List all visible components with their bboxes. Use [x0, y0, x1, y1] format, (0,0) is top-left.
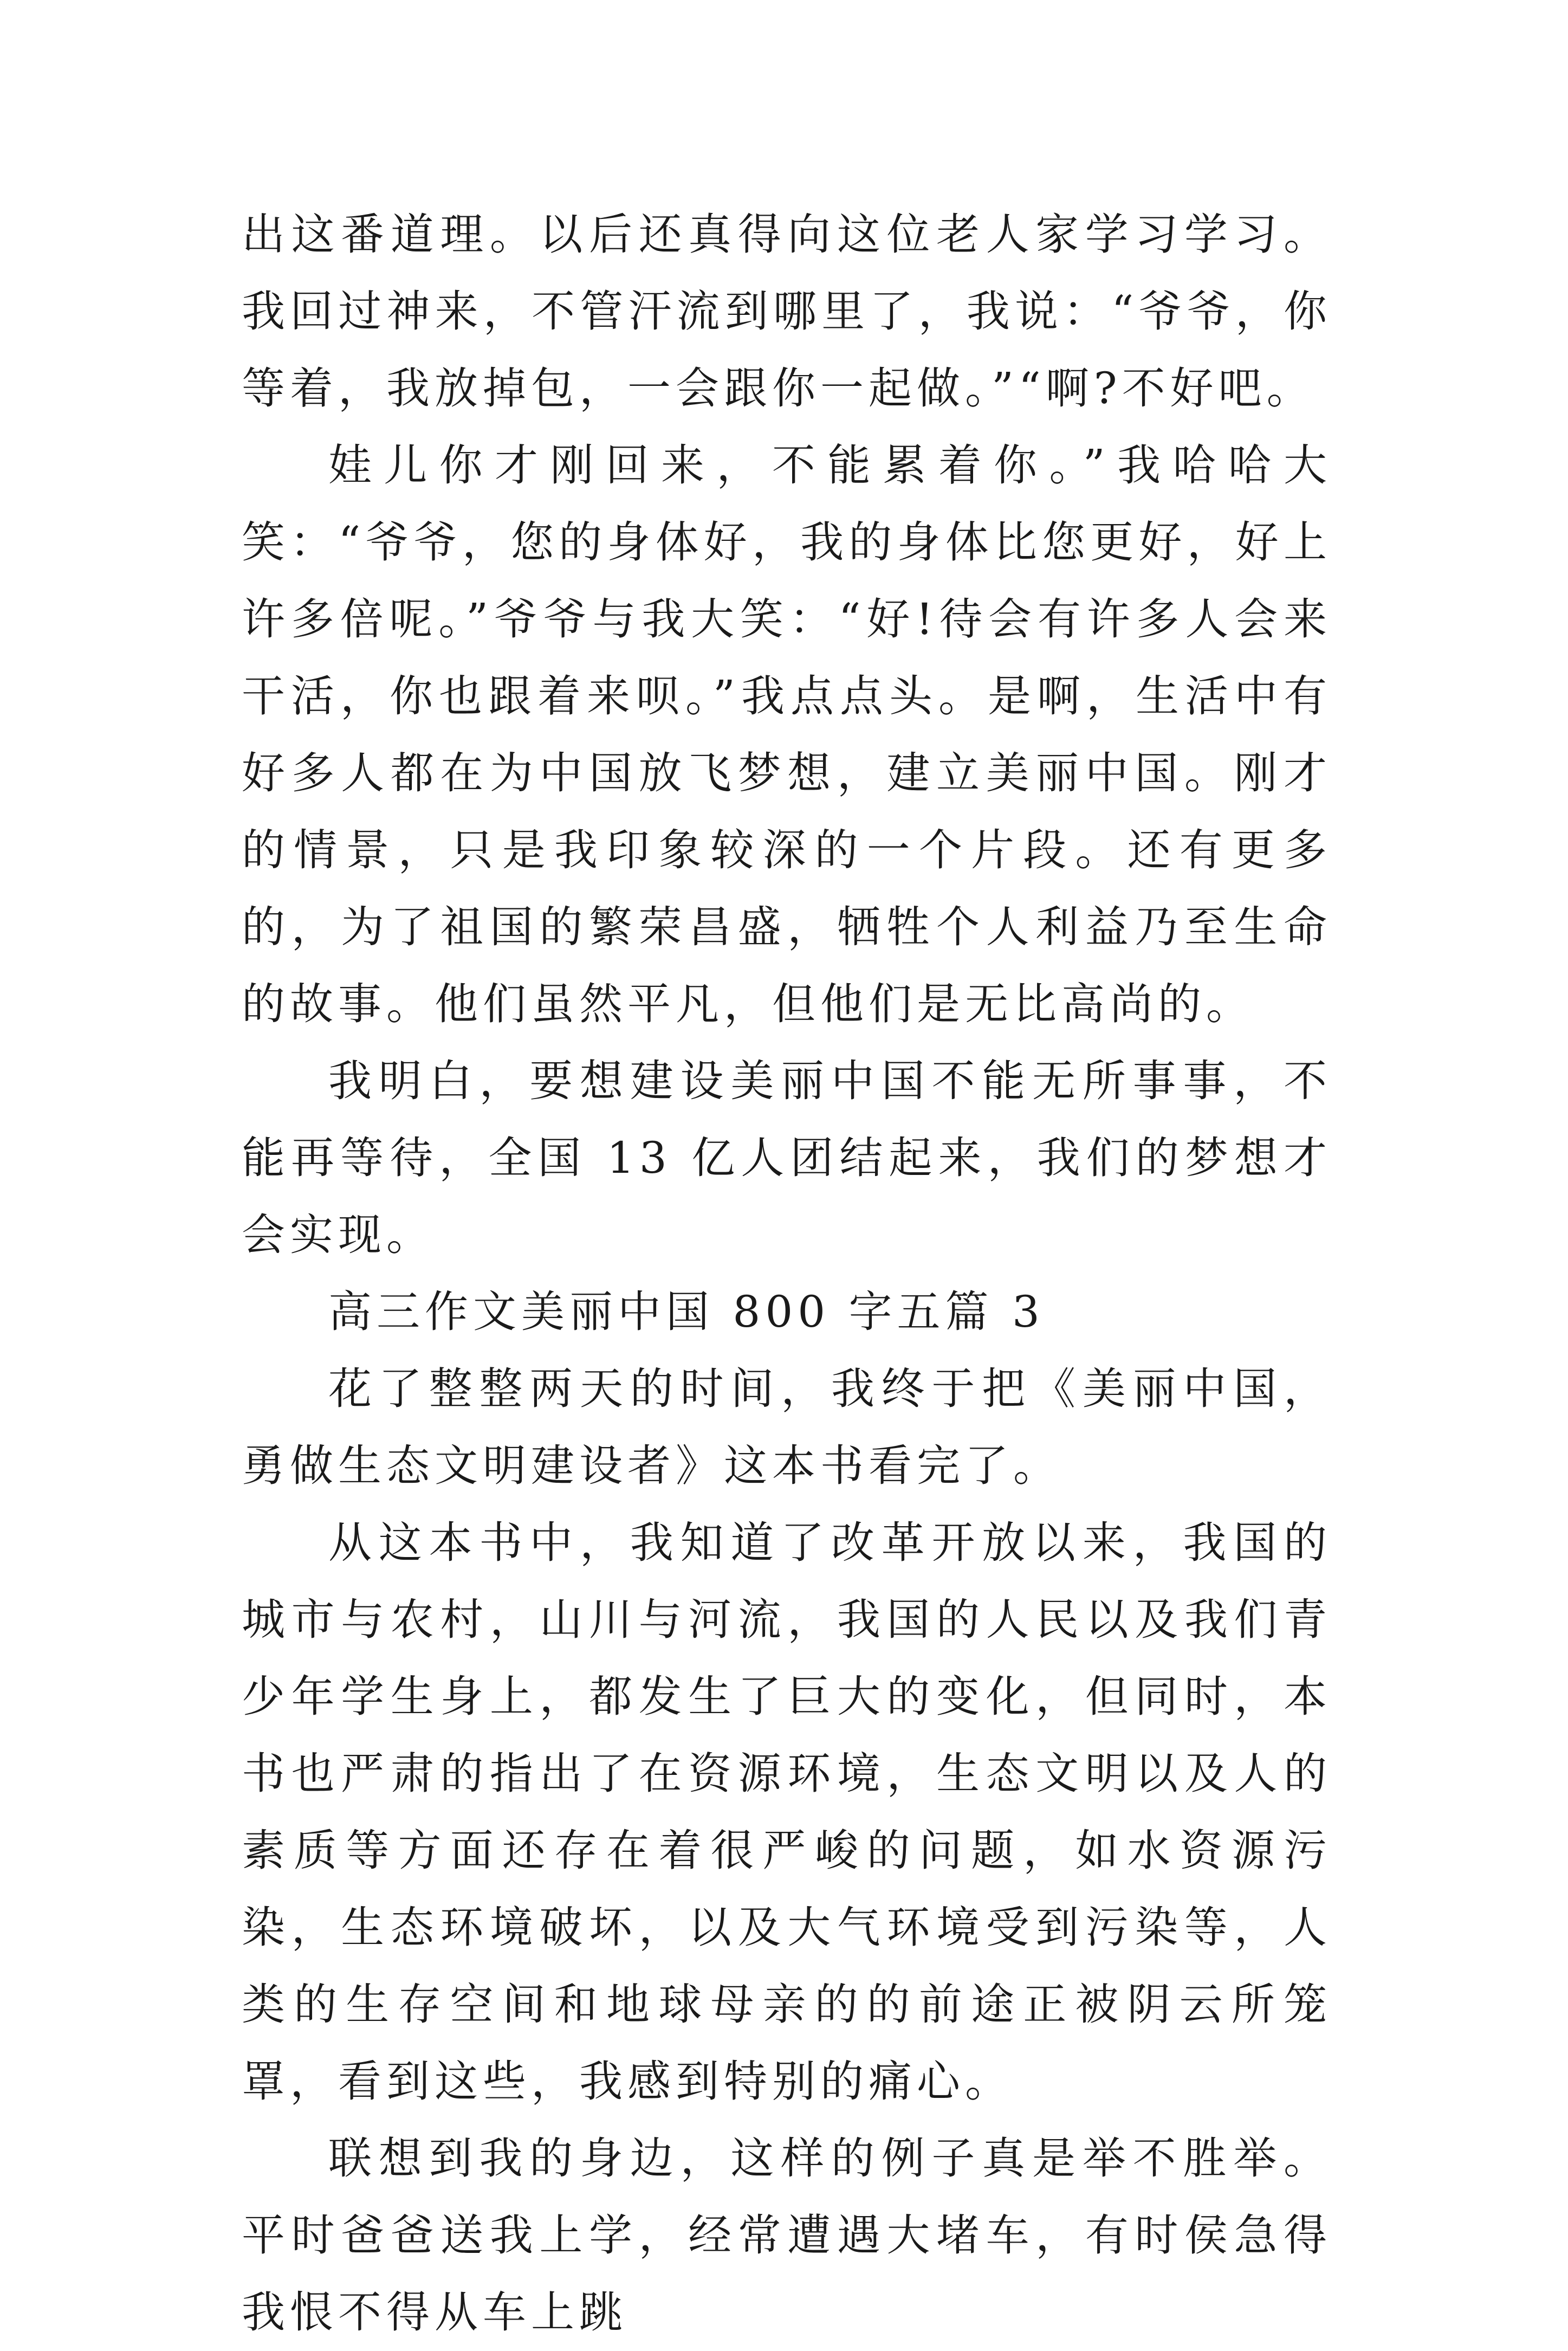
paragraph-2: 娃儿你才刚回来，不能累着你。”我哈哈大笑：“爷爷，您的身体好，我的身体比您更好，好上许多倍呢。”爷爷与我大笑：“好!待会有许多人会来干活，你也跟着来呗。”我点点头。是啊，生活中有好多人都在为中国放飞梦想，建立美丽中国。刚才的情景，只是我印象较深的一个片段。还有更多的，为了祖国的繁荣昌盛，牺牲个人利益乃至生命的故事。他们虽然平凡，但他们是无比高尚的。: [242, 440, 1332, 1029]
paragraph-1: 出这番道理。以后还真得向这位老人家学习学习。我回过神来，不管汗流到哪里了，我说：“爷爷，你等着，我放掉包，一会跟你一起做。”“啊?不好吧。: [242, 209, 1332, 414]
paragraph-6: 联想到我的身边，这样的例子真是举不胜举。平时爸爸送我上学，经常遭遇大堵车，有时侯急得我恨不得从车上跳: [242, 2133, 1332, 2337]
paragraph-5: 从这本书中，我知道了改革开放以来，我国的城市与农村，山川与河流，我国的人民以及我们青少年学生身上，都发生了巨大的变化，但同时，本书也严肃的指出了在资源环境，生态文明以及人的素质等方面还存在着很严峻的问题，如水资源污染，生态环境破坏，以及大气环境受到污染等，人类的生存空间和地球母亲的的前途正被阴云所笼罩，看到这些，我感到特别的痛心。: [242, 1517, 1332, 2107]
paragraph-3: 我明白，要想建设美丽中国不能无所事事，不能再等待，全国 13 亿人团结起来，我们的梦想才会实现。: [242, 1056, 1332, 1260]
section-heading: 高三作文美丽中国 800 字五篇 3: [328, 1287, 1045, 1337]
paragraph-4: 花了整整两天的时间，我终于把《美丽中国，勇做生态文明建设者》这本书看完了。: [242, 1364, 1332, 1491]
document-body: [242, 196, 1332, 2351]
